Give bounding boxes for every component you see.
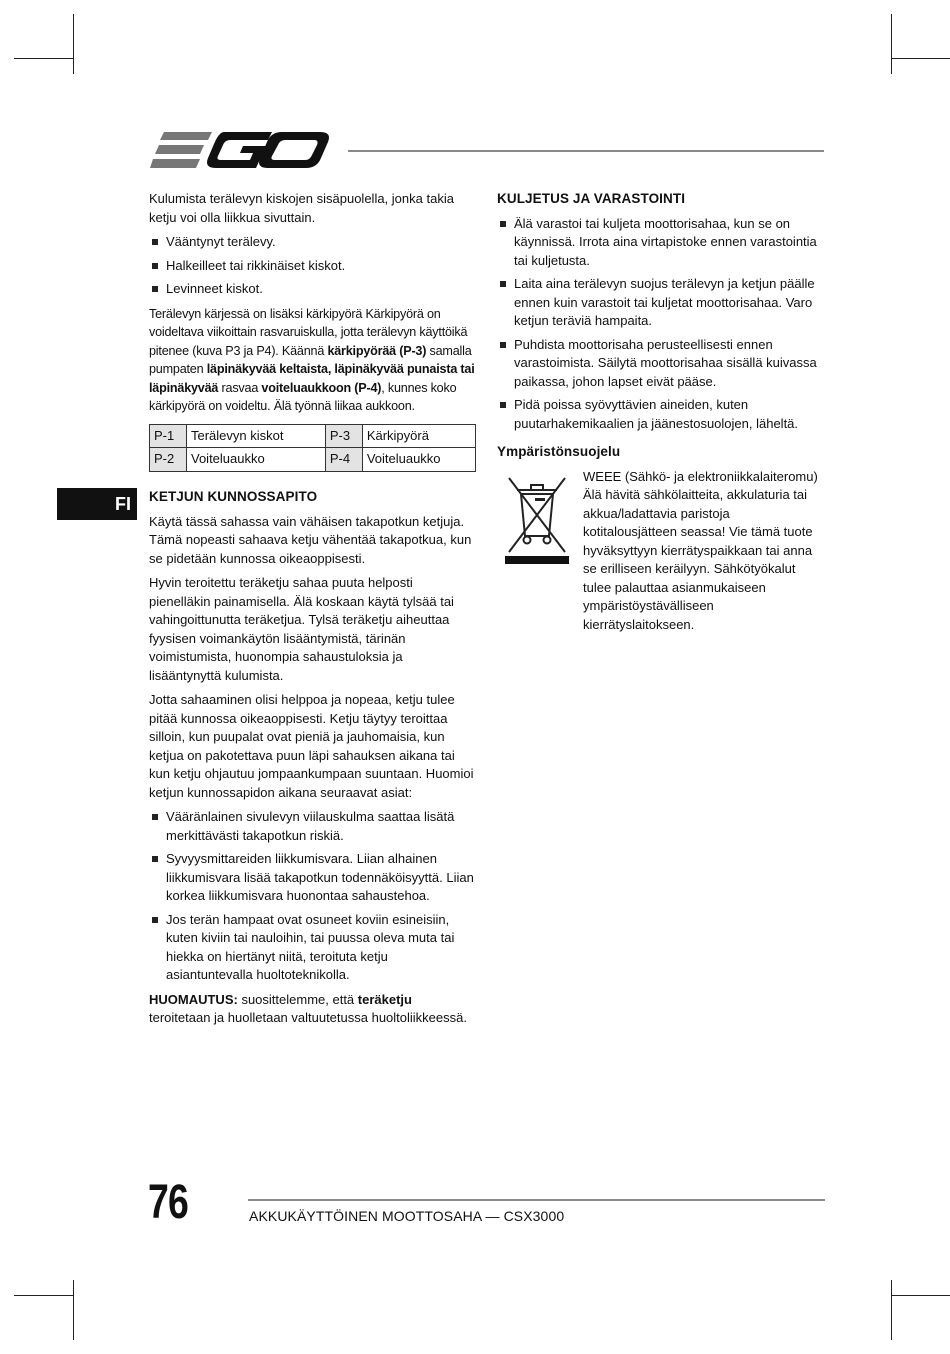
section-heading: KETJUN KUNNOSSAPITO (149, 489, 318, 504)
table-cell: P-1 (150, 424, 187, 448)
list-item: Älä varastoi tai kuljeta moottorisahaa, kun se on käynnissä. Irrota aina virtapistoke ennen varastointia tai kuljetusta. (497, 215, 825, 271)
crop-mark (73, 1280, 74, 1340)
table-cell: Kärkipyörä (362, 424, 475, 448)
table-cell: P-3 (325, 424, 362, 448)
list-item: Laita aina terälevyn suojus terälevyn ja ketjun päälle ennen kuin varastoit tai kuljetat moottorisahaa. Varo ketjun teräviä hampaita. (497, 275, 825, 331)
left-column-top (149, 190, 477, 472)
table-cell: Terälevyn kiskot (187, 424, 326, 448)
language-tab: FI (57, 488, 137, 520)
crop-mark (14, 58, 74, 59)
transport-list (497, 215, 825, 434)
list-item: Syvyysmittareiden liikkumisvara. Liian alhainen liikkumisvara lisää takapotkun todennäköisyyttä. Liian korkea liikkumisvara huonontaa sahaustehoa. (149, 850, 477, 906)
list-item: Halkeilleet tai rikkinäiset kiskot. (149, 257, 477, 276)
crop-mark (891, 58, 950, 59)
logo-letter-e (150, 132, 212, 168)
section-heading: KULJETUS JA VARASTOINTI (497, 191, 686, 206)
bar-wear-list (149, 233, 477, 299)
table-cell: P-2 (150, 448, 187, 472)
weee-crossed-bin-icon (505, 472, 569, 564)
note-label: HUOMAUTUS: (149, 991, 238, 1007)
list-item: Pidä poissa syövyttävien aineiden, kuten puutarhakemikaalien ja jäänestosuolojen, läheltä. (497, 396, 825, 433)
crop-mark (891, 1295, 950, 1296)
crop-mark (891, 14, 892, 74)
list-item: Jos terän hampaat ovat osuneet koviin esineisiin, kuten kiviin tai nauloihin, tai puussa oleva muta tai hiekka on hiertänyt niitä, teroituta ketju asiantuntevalla huoltoteknikolla. (149, 911, 477, 985)
page-number: 76 (148, 1176, 189, 1229)
table-row (150, 424, 476, 448)
table-cell: Voiteluaukko (362, 448, 475, 472)
logo-letter-o (259, 132, 329, 168)
list-item: Vääntynyt terälevy. (149, 233, 477, 252)
footer-rule (248, 1199, 825, 1201)
table-row (150, 448, 476, 472)
paragraph: Hyvin teroitettu teräketju sahaa puuta helposti pienelläkin painamisella. Älä koskaan käytä tylsää tai vahingoittunutta teräketjua. Tylsä teräketju aiheuttaa fyysisen voimankäytön lisääntymistä, tärinän voimistumista, huonompia sahaustuloksia ja lisääntynyttä kulumista. (149, 575, 454, 683)
footer-title: AKKUKÄYTTÖINEN MOOTTOSAHA — CSX3000 (249, 1208, 565, 1224)
note-paragraph: HUOMAUTUS: suosittelemme, että teräketju teroitetaan ja huolletaan valtuutetussa huoltoliikkeessä. (149, 991, 467, 1025)
crop-mark (891, 1280, 892, 1340)
table-cell: P-4 (325, 448, 362, 472)
weee-block (497, 468, 825, 635)
weee-text: WEEE (Sähkö- ja elektroniikkalaiteromu) Älä hävitä sähkölaitteita, akkulaturia tai akkua/ladattavia paristoja kotitalousjätteen seassa! Vie tämä tuote hyväksyttyyn kierrätyspaikkaan tai anna se erilliseen keräilyyn. Sähkötyökalut tulee palauttaa asianmukaiseen ympäristöystävälliseen kierrätyslaitokseen. (583, 468, 818, 632)
parts-table (149, 424, 476, 472)
paragraph: Käytä tässä sahassa vain vähäisen takapotkun ketjuja. Tämä nopeasti sahaava ketju vähentää takapotkua, kun se pidetään kunnossa oikeaoppisesti. (149, 513, 472, 566)
header-rule (348, 150, 824, 152)
ego-logo (150, 128, 330, 172)
right-column (497, 190, 825, 640)
crop-mark (73, 14, 74, 74)
sprocket-paragraph: Terälevyn kärjessä on lisäksi kärkipyörä Kärkipyörä on voideltava viikoittain rasvaruiskulla, jotta terälevyn käyttöikä pitenee (kuva P3 ja P4). Käännä kärkipyörää (P-3) samalla pumpaten läpinäkyvää keltaista, läpinäkyvää punaista tai läpinäkyvää rasvaa voiteluaukkoon (P-4), kunnes koko kärkipyörä on voideltu. Älä työnnä liikaa aukkoon. (149, 306, 475, 413)
list-item: Puhdista moottorisaha perusteellisesti ennen varastoimista. Säilytä moottorisahaa sisällä kuivassa paikassa, johon lapset eivät pääse. (497, 336, 825, 392)
intro-paragraph: Kulumista terälevyn kiskojen sisäpuolella, jonka takia ketju voi olla liikkua sivuttain. (149, 191, 454, 225)
table-cell: Voiteluaukko (187, 448, 326, 472)
list-item: Levinneet kiskot. (149, 280, 477, 299)
paragraph: Jotta sahaaminen olisi helppoa ja nopeaa, ketju tulee pitää kunnossa oikeaoppisesti. Ketju täytyy teroittaa silloin, kun puupalat ovat pieniä ja jauhomaisia, kun ketjua on pakotettava puun läpi sahauksen aikana tai kun ketju ohjautuu jompaankumpaan suuntaan. Huomioi ketjun kunnossapidon aikana seuraavat asiat: (149, 692, 474, 800)
maintenance-list (149, 808, 477, 985)
section-heading: Ympäristönsuojelu (497, 444, 621, 459)
chain-maintenance-section (149, 488, 477, 1034)
list-item: Vääränlainen sivulevyn viilauskulma saattaa lisätä merkittävästi takapotkun riskiä. (149, 808, 477, 845)
crop-mark (14, 1295, 74, 1296)
